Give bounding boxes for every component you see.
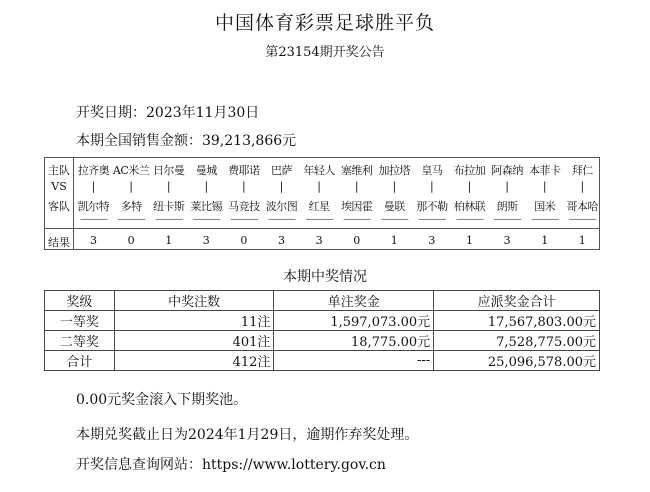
match-column	[525, 158, 564, 251]
match-column	[224, 158, 263, 251]
deadline-note: 本期兑奖截止日为2024年1月29日，逾期作弃奖处理。	[76, 427, 419, 443]
away-team: 埃因霍	[340, 200, 373, 213]
home-team: 年轻人	[303, 164, 335, 177]
match-divider: ———	[380, 214, 408, 225]
unit-prize: 18,775.00元	[274, 331, 434, 351]
match-divider: ———	[192, 214, 220, 225]
match-result: 3	[503, 234, 511, 247]
match-column	[337, 158, 376, 251]
prize-table	[44, 290, 600, 371]
home-team: 费耶诺	[228, 164, 260, 177]
vs-mark: |	[542, 180, 547, 193]
home-team: 布拉加	[453, 164, 486, 177]
sales-amount: 本期全国销售金额：39,213,866元	[76, 133, 297, 149]
match-divider: ———	[230, 214, 258, 225]
home-team: 拉齐奥	[77, 164, 110, 177]
match-result: 0	[353, 234, 361, 247]
table-row	[45, 331, 600, 351]
match-divider: ———	[343, 214, 371, 225]
match-column	[488, 158, 527, 251]
match-column	[262, 158, 301, 251]
vs-mark: |	[204, 180, 209, 193]
home-team: 加拉塔	[378, 164, 411, 177]
match-divider: ———	[268, 214, 295, 225]
vs-mark: |	[505, 180, 509, 193]
away-team: 朗斯	[496, 200, 518, 213]
winner-count: 11注	[114, 311, 274, 331]
col-header: 单注奖金	[274, 291, 434, 311]
prize-level: 一等奖	[45, 311, 115, 331]
prize-level: 二等奖	[45, 331, 115, 351]
winner-count: 412注	[114, 351, 274, 371]
vs-mark: |	[166, 180, 171, 193]
match-column	[187, 158, 226, 251]
prize-level: 合计	[45, 351, 115, 371]
total-prize: 7,528,775.00元	[434, 331, 600, 351]
match-divider: ———	[418, 214, 446, 225]
website-note: 开奖信息查询网站：https://www.lottery.gov.cn	[76, 457, 386, 473]
prize-header-row	[45, 291, 600, 311]
col-header: 奖级	[45, 291, 115, 311]
away-team: 多特	[120, 200, 142, 213]
match-divider: ———	[531, 214, 559, 225]
match-result: 3	[90, 234, 97, 247]
match-column	[412, 158, 451, 251]
home-team: 拜仁	[571, 164, 593, 177]
result-label: 结果	[48, 236, 70, 249]
match-divider: ———	[155, 214, 183, 225]
unit-prize: ---	[274, 351, 434, 371]
page-subtitle: 第23154期开奖公告	[265, 45, 385, 60]
away-label: 客队	[48, 200, 70, 213]
match-result: 1	[165, 234, 173, 247]
away-team: 马竞技	[228, 200, 260, 213]
vs-mark: |	[279, 180, 284, 193]
away-team: 国米	[534, 200, 556, 213]
unit-prize: 1,597,073.00元	[274, 311, 434, 331]
vs-label: VS	[51, 180, 67, 193]
vs-mark: |	[430, 180, 434, 193]
match-result: 0	[240, 234, 248, 247]
home-team: 本菲卡	[528, 164, 561, 177]
away-team: 曼联	[383, 200, 405, 213]
total-prize: 25,096,578.00元	[434, 351, 600, 371]
total-prize: 17,567,803.00元	[434, 311, 600, 331]
draw-date: 开奖日期：2023年11月30日	[76, 105, 260, 121]
match-column	[450, 158, 489, 251]
vs-mark: |	[392, 180, 397, 193]
vs-mark: |	[91, 180, 96, 193]
home-team: AC米兰	[112, 164, 150, 177]
match-column	[375, 158, 414, 251]
match-column	[300, 158, 339, 251]
home-team: 塞维利	[340, 164, 373, 177]
table-row	[45, 351, 600, 371]
match-divider: ———	[568, 214, 596, 225]
table-row	[45, 311, 600, 331]
col-header: 中奖注数	[114, 291, 274, 311]
match-result: 3	[202, 234, 210, 247]
away-team: 红星	[308, 200, 330, 213]
match-result: 1	[541, 234, 549, 247]
match-result: 3	[315, 234, 323, 247]
match-grid	[44, 157, 600, 250]
away-team: 纽卡斯	[152, 200, 185, 213]
home-team: 皇马	[421, 164, 443, 177]
vs-mark: |	[467, 180, 472, 193]
match-result: 1	[578, 234, 586, 247]
match-divider: ———	[493, 214, 521, 225]
match-divider: ———	[80, 214, 107, 225]
away-team: 柏林联	[453, 200, 486, 213]
match-divider: ———	[456, 214, 483, 225]
away-team: 哥本哈	[566, 200, 599, 213]
home-team: 阿森纳	[491, 164, 523, 177]
match-result: 3	[278, 234, 285, 247]
vs-mark: |	[354, 180, 359, 193]
match-result: 1	[390, 234, 398, 247]
match-column	[112, 158, 151, 251]
away-team: 波尔图	[265, 200, 298, 213]
page-title: 中国体育彩票足球胜平负	[214, 12, 435, 34]
match-result: 0	[127, 234, 135, 247]
vs-mark: |	[317, 180, 321, 193]
vs-mark: |	[129, 180, 133, 193]
match-column	[149, 158, 188, 251]
match-result: 3	[428, 234, 436, 247]
match-divider: ———	[305, 214, 333, 225]
home-team: 曼城	[195, 164, 217, 177]
rollover-note: 0.00元奖金滚入下期奖池。	[76, 392, 248, 408]
match-column	[74, 158, 113, 251]
away-team: 凯尔特	[77, 200, 110, 213]
home-team: 巴萨	[271, 164, 292, 177]
match-column	[563, 158, 602, 251]
col-header: 应派奖金合计	[434, 291, 600, 311]
match-result: 1	[466, 234, 473, 247]
vs-mark: |	[242, 180, 246, 193]
home-label: 主队	[48, 164, 70, 177]
away-team: 那不勒	[416, 200, 448, 213]
away-team: 莱比锡	[190, 200, 223, 213]
home-team: 日尔曼	[152, 164, 185, 177]
vs-mark: |	[580, 180, 585, 193]
winner-count: 401注	[114, 331, 274, 351]
match-divider: ———	[117, 214, 145, 225]
prize-heading: 本期中奖情况	[283, 269, 367, 285]
